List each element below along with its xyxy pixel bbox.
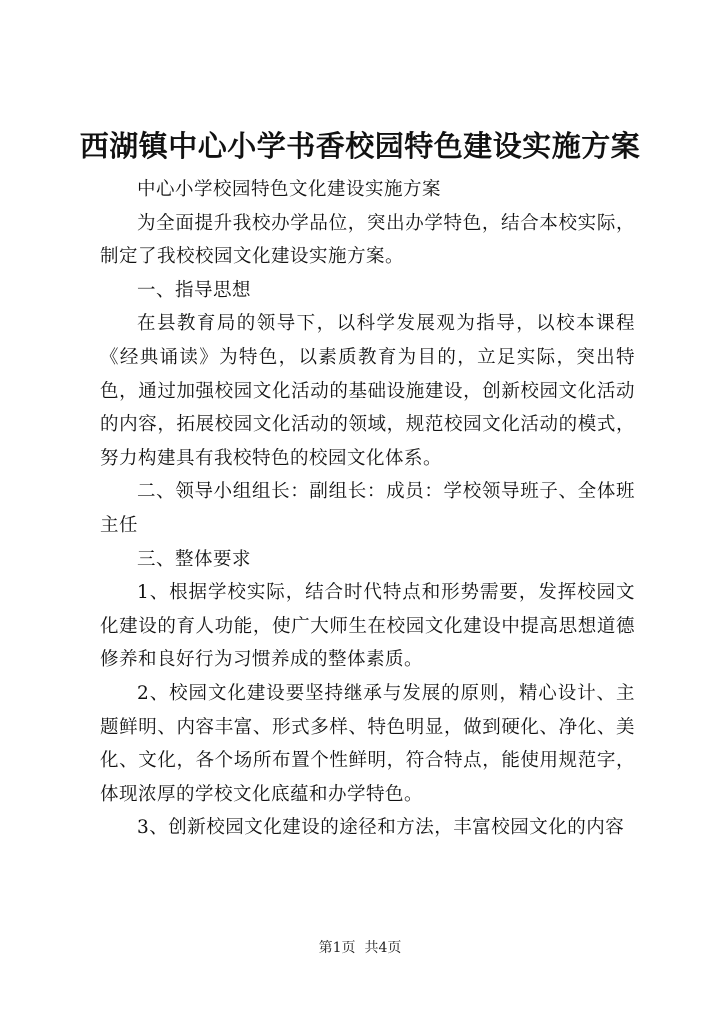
page-prefix: 第 — [318, 940, 333, 956]
section-heading-guiding-ideology: 一、指导思想 — [137, 279, 252, 301]
page-footer — [0, 938, 720, 958]
total-suffix: 页 — [387, 940, 402, 956]
document-body — [100, 173, 635, 845]
intro-paragraph: 为全面提升我校办学品位，突出办学特色，结合本校实际，制定了我校校园文化建设实施方案。 — [100, 212, 635, 268]
requirement-item-3: 3、创新校园文化建设的途径和方法，丰富校园文化的内容 — [137, 817, 625, 839]
total-prefix: 共 — [364, 940, 379, 956]
guiding-ideology-paragraph: 在县教育局的领导下，以科学发展观为指导，以校本课程《经典诵读》为特色，以素质教育为目的，立足实际，突出特色，通过加强校园文化活动的基础设施建设，创新校园文化活动的内容，拓展校园文化活动的领域，规范校园文化活动的模式，努力构建具有我校特色的校园文化体系。 — [100, 313, 635, 469]
document-subtitle: 中心小学校园特色文化建设实施方案 — [137, 179, 442, 200]
page-suffix: 页 — [341, 940, 356, 956]
section-heading-overall-requirements: 三、整体要求 — [137, 548, 252, 570]
requirement-item-2: 2、校园文化建设要坚持继承与发展的原则，精心设计、主题鲜明、内容丰富、形式多样、特色明显，做到硬化、净化、美化、文化，各个场所布置个性鲜明，符合特点，能使用规范字，体现浓厚的学校文化底蕴和办学特色。 — [100, 682, 635, 805]
page-number: 1 — [332, 940, 342, 956]
requirement-item-1: 1、根据学校实际，结合时代特点和形势需要，发挥校园文化建设的育人功能，使广大师生在校园文化建设中提高思想道德修养和良好行为习惯养成的整体素质。 — [100, 582, 635, 671]
total-pages: 4 — [378, 940, 388, 956]
document-title: 西湖镇中心小学书香校园特色建设实施方案 — [79, 129, 641, 163]
leadership-group-paragraph: 二、领导小组组长：副组长：成员：学校领导班子、全体班主任 — [100, 481, 635, 536]
